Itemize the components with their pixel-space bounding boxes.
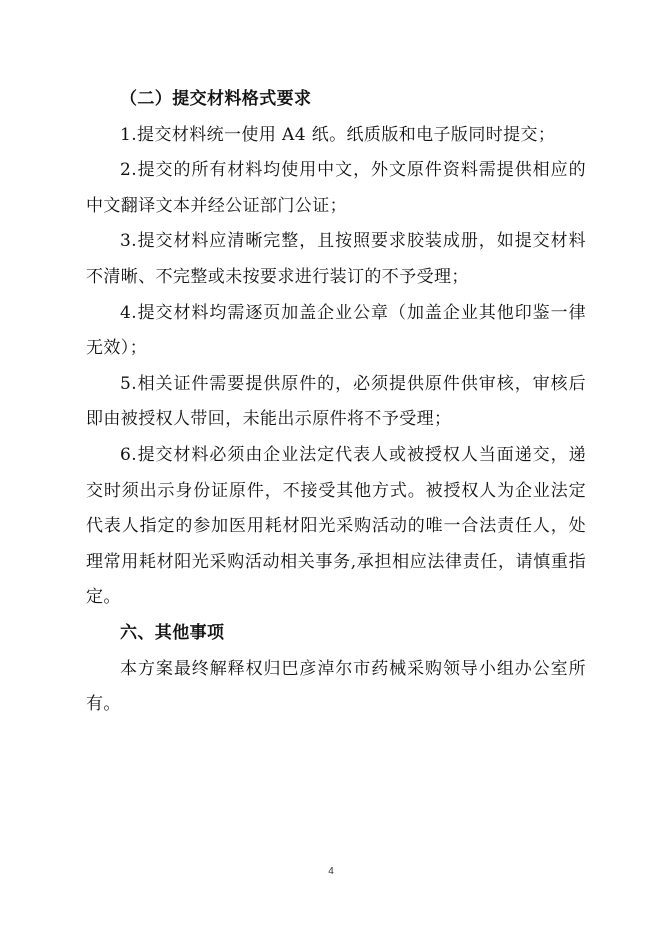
other-matters-heading: 六、其他事项 xyxy=(120,622,225,643)
requirement-item-1: 1.提交材料统一使用 A4 纸。纸质版和电子版同时提交； xyxy=(120,124,556,145)
page-number: 4 xyxy=(328,866,334,877)
requirement-item-3: 3.提交材料应清晰完整，且按照要求胶装成册，如提交材料不清晰、不完整或未按要求进行装订的不予受理； xyxy=(86,231,586,287)
final-paragraph: 本方案最终解释权归巴彦淖尔市药械采购领导小组办公室所有。 xyxy=(86,658,586,715)
requirement-item-5: 5.相关证件需要提供原件的，必须提供原件供审核，审核后即由被授权人带回，未能出示原件将不予受理； xyxy=(86,373,586,430)
section-title: （二）提交材料格式要求 xyxy=(120,89,312,109)
document-body xyxy=(86,82,586,723)
requirement-item-6: 6.提交材料必须由企业法定代表人或被授权人当面递交，递交时须出示身份证原件，不接受其他方式。被授权人为企业法定代表人指定的参加医用耗材阳光采购活动的唯一合法责任人，处理常用耗材阳光采购活动相关事务,承担相应法律责任，请慎重指定。 xyxy=(86,444,586,608)
requirement-item-4: 4.提交材料均需逐页加盖企业公章（加盖企业其他印鉴一律无效）； xyxy=(86,302,586,359)
requirement-item-2: 2.提交的所有材料均使用中文，外文原件资料需提供相应的中文翻译文本并经公证部门公证； xyxy=(86,160,586,216)
